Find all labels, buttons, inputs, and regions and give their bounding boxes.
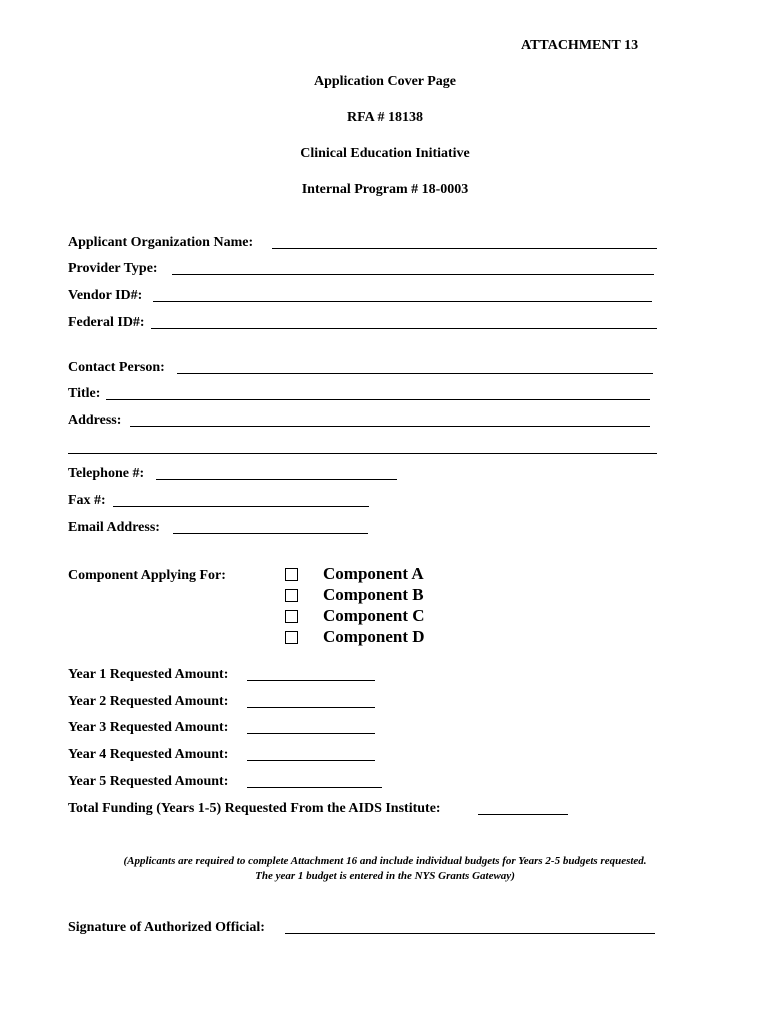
provider-type-input[interactable]: [172, 274, 654, 275]
total-funding-input[interactable]: [478, 814, 568, 815]
component-c-checkbox[interactable]: [285, 610, 298, 623]
address-label: Address:: [68, 413, 122, 428]
org-name-label: Applicant Organization Name:: [68, 235, 254, 250]
fax-label: Fax #:: [68, 493, 106, 508]
program-number: Internal Program # 18-0003: [301, 182, 469, 197]
telephone-input[interactable]: [156, 479, 397, 480]
budget-note-line1: (Applicants are required to complete Attachment 16 and include individual budgets for Years 2-5 budgets requested.: [123, 855, 647, 867]
federal-id-input[interactable]: [151, 328, 657, 329]
federal-id-label: Federal ID#:: [68, 315, 145, 330]
email-label: Email Address:: [68, 520, 160, 535]
budget-note-line2: The year 1 budget is entered in the NYS Grants Gateway): [255, 870, 515, 882]
address-input-line2[interactable]: [68, 453, 657, 454]
initiative-name: Clinical Education Initiative: [300, 146, 470, 161]
component-b-checkbox[interactable]: [285, 589, 298, 602]
component-c-label: Component C: [323, 606, 425, 625]
title-input[interactable]: [106, 399, 650, 400]
component-d-checkbox[interactable]: [285, 631, 298, 644]
year3-amount-input[interactable]: [247, 733, 375, 734]
year5-amount-input[interactable]: [247, 787, 382, 788]
year1-amount-input[interactable]: [247, 680, 375, 681]
contact-person-input[interactable]: [177, 373, 653, 374]
telephone-label: Telephone #:: [68, 466, 145, 481]
year4-amount-label: Year 4 Requested Amount:: [68, 747, 229, 762]
provider-type-label: Provider Type:: [68, 261, 158, 276]
vendor-id-input[interactable]: [153, 301, 652, 302]
year1-amount-label: Year 1 Requested Amount:: [68, 667, 229, 682]
address-input-line1[interactable]: [130, 426, 650, 427]
component-d-label: Component D: [323, 627, 425, 646]
component-b-label: Component B: [323, 585, 424, 604]
vendor-id-label: Vendor ID#:: [68, 288, 143, 303]
year5-amount-label: Year 5 Requested Amount:: [68, 774, 229, 789]
year3-amount-label: Year 3 Requested Amount:: [68, 720, 229, 735]
signature-input[interactable]: [285, 933, 655, 934]
title-label: Title:: [68, 386, 101, 401]
fax-input[interactable]: [113, 506, 369, 507]
component-a-label: Component A: [323, 564, 424, 583]
email-input[interactable]: [173, 533, 368, 534]
year2-amount-input[interactable]: [247, 707, 375, 708]
rfa-number: RFA # 18138: [347, 110, 423, 125]
contact-person-label: Contact Person:: [68, 360, 165, 375]
total-funding-label: Total Funding (Years 1-5) Requested From the AIDS Institute:: [68, 801, 441, 816]
attachment-label: ATTACHMENT 13: [521, 38, 639, 53]
component-applying-label: Component Applying For:: [68, 568, 226, 583]
org-name-input[interactable]: [272, 248, 657, 249]
component-a-checkbox[interactable]: [285, 568, 298, 581]
page-title: Application Cover Page: [313, 74, 457, 89]
signature-label: Signature of Authorized Official:: [68, 920, 265, 935]
year4-amount-input[interactable]: [247, 760, 375, 761]
year2-amount-label: Year 2 Requested Amount:: [68, 694, 229, 709]
